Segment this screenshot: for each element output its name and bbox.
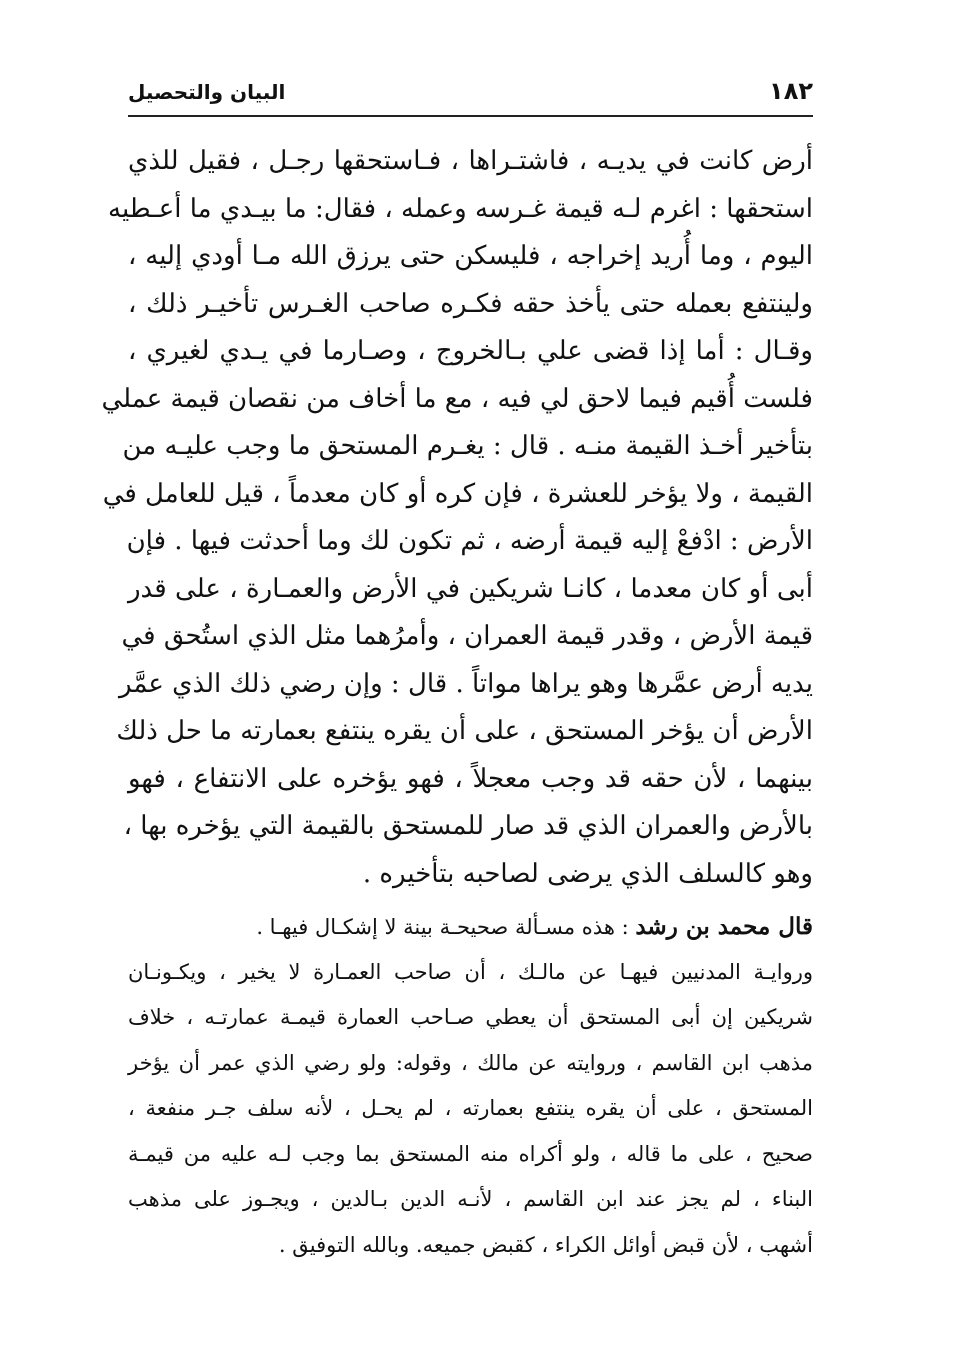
- main-text-line: الأرض : ادْفعْ إليه قيمة أرضه ، ثم تكون لك وما أحدثت فيها . فإن: [126, 526, 813, 556]
- main-text-line: بالأرض والعمران الذي قد صار للمستحق بالقيمة التي يؤخره بها ،: [123, 811, 813, 841]
- main-text-line: ولينتفع بعمله حتى يأخذ حقه فكـره صاحب الغـرس تأخيـر ذلك ،: [128, 288, 813, 319]
- main-text-line: القيمة ، ولا يؤخر للعشرة ، فإن كره أو كان معدماً ، قيل للعامل في: [102, 478, 813, 509]
- commentary-line: البناء ، لم يجز عند ابن القاسم ، لأنـه الدين بـالدين ، ويجـوز على مذهب: [128, 1187, 813, 1211]
- main-text-line: استحقها : اغرم لـه قيمة غـرسه وعمله ، فقال: ما بيـدي ما أعـطيه: [108, 193, 813, 224]
- commentary-speaker: قال محمد بن رشد: [635, 913, 813, 940]
- main-text-line: وهو كالسلف الذي يرضى لصاحبه بتأخيره .: [362, 858, 813, 889]
- main-text-line: الأرض أن يؤخر المستحق ، على أن يقره ينتفع بعمارته ما حل ذلك: [116, 716, 813, 746]
- commentary-line: مذهب ابن القاسم ، وروايته عن مالك ، وقوله: ولو رضي الذي عمر أن يؤخر: [128, 1050, 813, 1075]
- main-text-line: اليوم ، وما أُريد إخراجه ، فليسكن حتى يرزق الله مـا أودي إليه ،: [128, 241, 813, 271]
- main-text-line: فلست أُقيم فيما لاحق لي فيه ، مع ما أخاف من نقصان قيمة عملي: [101, 383, 813, 414]
- page-header: [128, 70, 813, 114]
- page-number: ١٨٢: [769, 77, 813, 105]
- commentary-block: [128, 904, 813, 1268]
- commentary-line: صحيح ، على ما قاله ، ولو أكراه منه المستحق بما وجب لـه عليه من قيمـة: [128, 1141, 813, 1166]
- commentary-line: المستحق ، على أن يقره ينتفع بعمارته ، لم يحـل ، لأنه سلف جـر منفعة ،: [128, 1096, 813, 1120]
- main-text-line: يديه أرض عمَّرها وهو يراها مواتاً . قال : وإن رضي ذلك الذي عمَّر: [118, 668, 813, 699]
- main-text-line: قيمة الأرض ، وقدر قيمة العمران ، وأمرُهما مثل الذي استُحق في: [121, 621, 813, 651]
- commentary-first-line: [128, 904, 813, 950]
- running-title: البيان والتحصيل: [128, 80, 286, 104]
- commentary-line: شريكين إن أبى المستحق أن يعطي صـاحب العمارة قيمـة عمارتـه ، خلاف: [128, 1005, 813, 1029]
- header-divider: [128, 115, 813, 117]
- main-text-line: أبى أو كان معدما ، كانـا شريكين في الأرض والعمـارة ، على قدر: [128, 573, 813, 604]
- main-text-line: أرض كانت في يديـه ، فاشتـراها ، فـاستحقها رجـل ، فقيل للذي: [128, 146, 813, 176]
- commentary-line: أشهب ، لأن قبض أوائل الكراء ، كقبض جميعه. وبالله التوفيق .: [278, 1232, 813, 1257]
- main-text-line: بينهما ، لأن حقه قد وجب معجلاً ، فهو يؤخره على الانتفاع ، فهو: [128, 763, 813, 794]
- main-text-block: [101, 138, 813, 898]
- commentary-first-line-text: : هذه مسـألة صحيحـة بينة لا إشكـال فيهـا .: [256, 915, 629, 939]
- main-text-line: وقـال : أما إذا قضى علي بـالخروج ، وصـارما في يـدي لغيري ،: [128, 336, 813, 366]
- commentary-line: وروايـة المدنيين فيهـا عن مالـك ، أن صاحب العمـارة لا يخير ، ويكـونـان: [128, 959, 813, 984]
- main-text-line: بتأخير أخـذ القيمة منـه . قال : يغـرم المستحق ما وجب عليـه من: [122, 431, 813, 461]
